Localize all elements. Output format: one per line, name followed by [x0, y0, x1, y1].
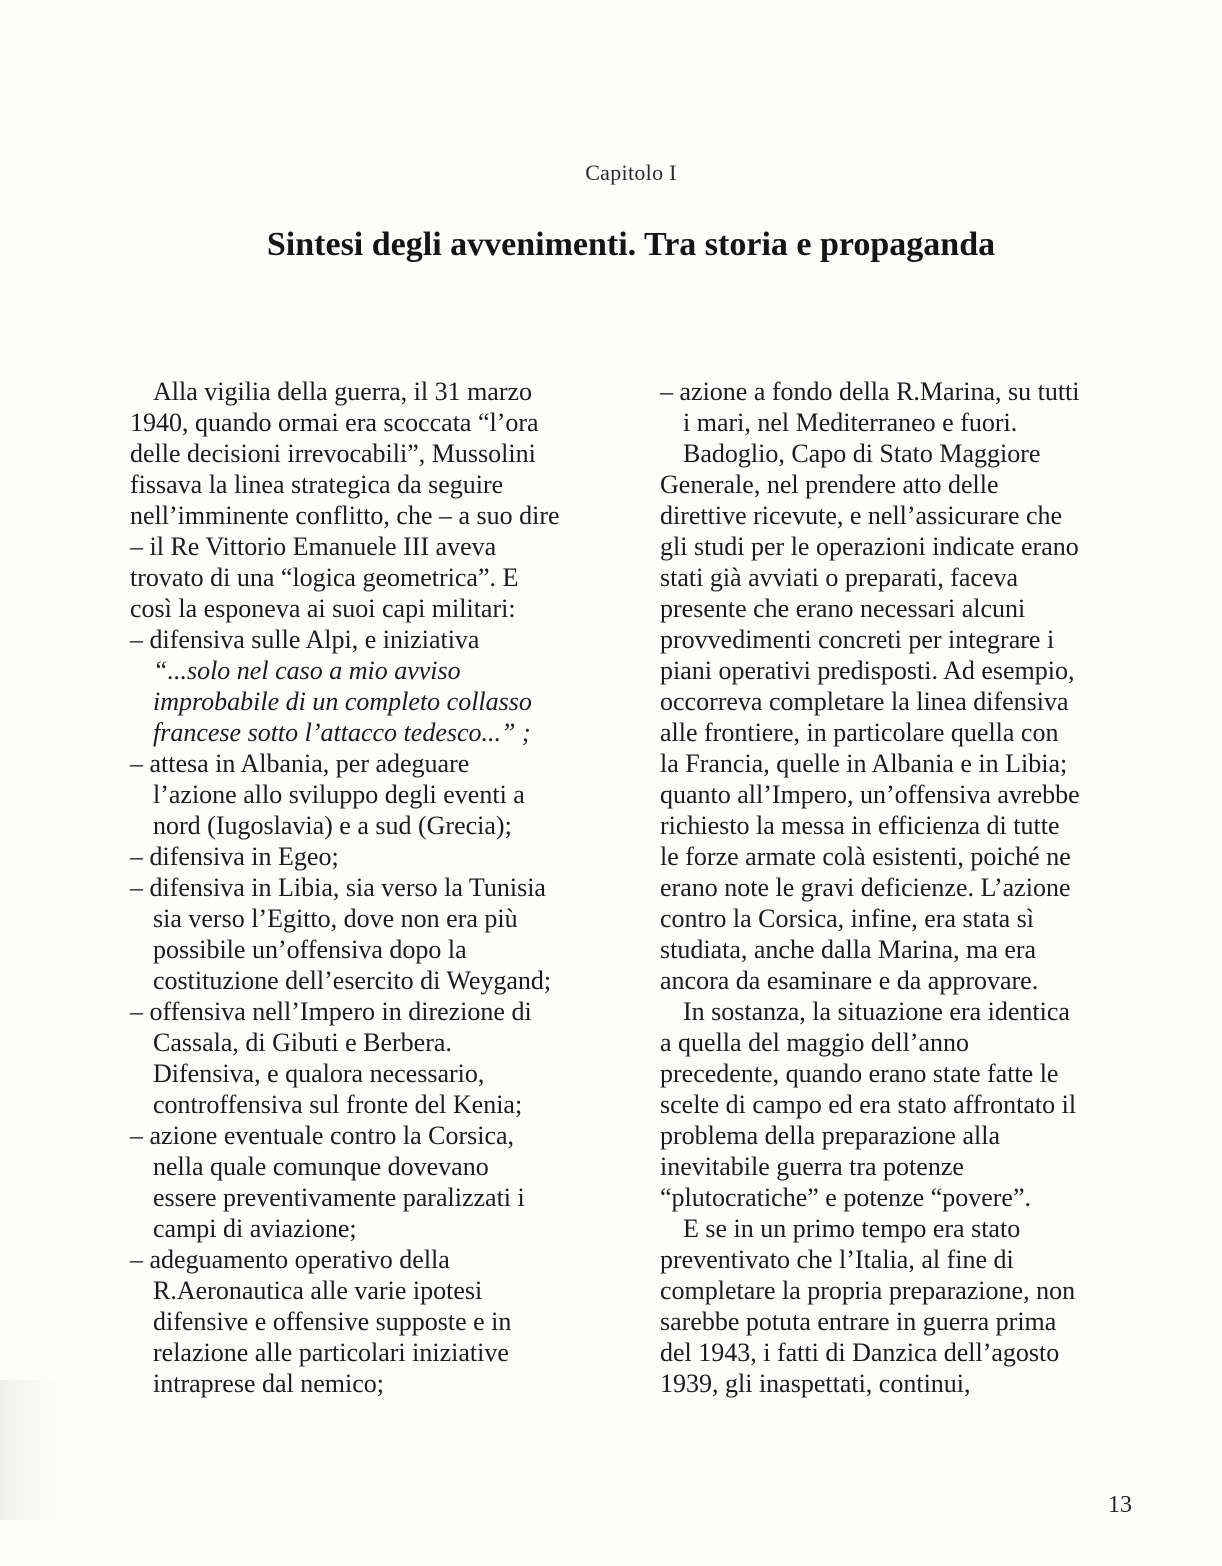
text-line: studiata, anche dalla Marina, ma era	[660, 935, 1037, 964]
text-line: controffensiva sul fronte del Kenia;	[153, 1090, 523, 1119]
text-line: precedente, quando erano state fatte le	[660, 1059, 1059, 1088]
chapter-title: Sintesi degli avvenimenti. Tra storia e propaganda	[266, 226, 996, 263]
text-line: inevitabile guerra tra potenze	[660, 1152, 964, 1181]
text-line: Difensiva, e qualora necessario,	[153, 1059, 485, 1088]
text-line: – difensiva in Egeo;	[130, 842, 339, 871]
text-line: – il Re Vittorio Emanuele III aveva	[130, 532, 497, 561]
text-line: nord (Iugoslavia) e a sud (Grecia);	[153, 811, 512, 840]
text-line: improbabile di un completo collasso	[153, 687, 532, 716]
right-text-column	[660, 376, 1150, 1399]
text-line: trovato di una “logica geometrica”. E	[130, 563, 519, 592]
text-line: le forze armate colà esistenti, poiché ne	[660, 842, 1071, 871]
text-line: “...solo nel caso a mio avviso	[153, 656, 461, 685]
text-line: difensive e offensive supposte e in	[153, 1307, 512, 1336]
text-line: del 1943, i fatti di Danzica dell’agosto	[660, 1338, 1060, 1367]
text-line: a quella del maggio dell’anno	[660, 1028, 970, 1057]
text-line: – azione a fondo della R.Marina, su tutti	[660, 377, 1080, 406]
text-line: – difensiva sulle Alpi, e iniziativa	[130, 625, 480, 654]
text-line: sarebbe potuta entrare in guerra prima	[660, 1307, 1057, 1336]
text-line: alle frontiere, in particolare quella con	[660, 718, 1059, 747]
text-line: l’azione allo sviluppo degli eventi a	[153, 780, 525, 809]
text-line: Alla vigilia della guerra, il 31 marzo	[153, 377, 533, 406]
text-line: nella quale comunque dovevano	[153, 1152, 489, 1181]
text-line: la Francia, quelle in Albania e in Libia;	[660, 749, 1068, 778]
text-line: – attesa in Albania, per adeguare	[130, 749, 470, 778]
text-line: costituzione dell’esercito di Weygand;	[153, 966, 552, 995]
text-line: quanto all’Impero, un’offensiva avrebbe	[660, 780, 1080, 809]
text-line: – adeguamento operativo della	[130, 1245, 450, 1274]
text-line: completare la propria preparazione, non	[660, 1276, 1076, 1305]
text-line: francese sotto l’attacco tedesco...” ;	[153, 718, 531, 747]
text-line: erano note le gravi deficienze. L’azione	[660, 873, 1071, 902]
text-line: 1939, gli inaspettati, continui,	[660, 1369, 971, 1398]
text-line: ancora da esaminare e da approvare.	[660, 966, 1039, 995]
text-line: occorreva completare la linea difensiva	[660, 687, 1069, 716]
text-line: scelte di campo ed era stato affrontato il	[660, 1090, 1077, 1119]
text-line: preventivato che l’Italia, al fine di	[660, 1245, 1014, 1274]
page-number: 13	[1108, 1492, 1132, 1518]
text-line: piani operativi predisposti. Ad esempio,	[660, 656, 1075, 685]
text-line: E se in un primo tempo era stato	[683, 1214, 1021, 1243]
text-line: nell’imminente conflitto, che – a suo dire	[130, 501, 560, 530]
chapter-label: Capitolo I	[585, 160, 677, 185]
text-line: – azione eventuale contro la Corsica,	[130, 1121, 515, 1150]
left-text-column	[130, 376, 620, 1399]
text-line: Generale, nel prendere atto delle	[660, 470, 999, 499]
text-line: richiesto la messa in efficienza di tutte	[660, 811, 1060, 840]
text-line: così la esponeva ai suoi capi militari:	[130, 594, 516, 623]
text-line: In sostanza, la situazione era identica	[683, 997, 1070, 1026]
text-line: stati già avviati o preparati, faceva	[660, 563, 1019, 592]
text-line: relazione alle particolari iniziative	[153, 1338, 509, 1367]
text-line: R.Aeronautica alle varie ipotesi	[153, 1276, 483, 1305]
text-line: contro la Corsica, infine, era stata sì	[660, 904, 1034, 933]
scan-shadow	[0, 1380, 60, 1520]
text-line: – difensiva in Libia, sia verso la Tunisia	[130, 873, 546, 902]
text-line: sia verso l’Egitto, dove non era più	[153, 904, 518, 933]
text-line: problema della preparazione alla	[660, 1121, 1000, 1150]
text-line: Cassala, di Gibuti e Berbera.	[153, 1028, 452, 1057]
text-line: direttive ricevute, e nell’assicurare che	[660, 501, 1063, 530]
text-line: 1940, quando ormai era scoccata “l’ora	[130, 408, 539, 437]
text-line: presente che erano necessari alcuni	[660, 594, 1026, 623]
text-line: Badoglio, Capo di Stato Maggiore	[683, 439, 1041, 468]
text-line: intraprese dal nemico;	[153, 1369, 385, 1398]
text-line: – offensiva nell’Impero in direzione di	[130, 997, 532, 1026]
text-line: campi di aviazione;	[153, 1214, 357, 1243]
text-line: “plutocratiche” e potenze “povere”.	[660, 1183, 1031, 1212]
text-line: essere preventivamente paralizzati i	[153, 1183, 525, 1212]
text-line: fissava la linea strategica da seguire	[130, 470, 504, 499]
text-line: i mari, nel Mediterraneo e fuori.	[683, 408, 1018, 437]
text-line: delle decisioni irrevocabili”, Mussolini	[130, 439, 536, 468]
text-line: provvedimenti concreti per integrare i	[660, 625, 1055, 654]
text-line: gli studi per le operazioni indicate erano	[660, 532, 1079, 561]
text-line: possibile un’offensiva dopo la	[153, 935, 467, 964]
